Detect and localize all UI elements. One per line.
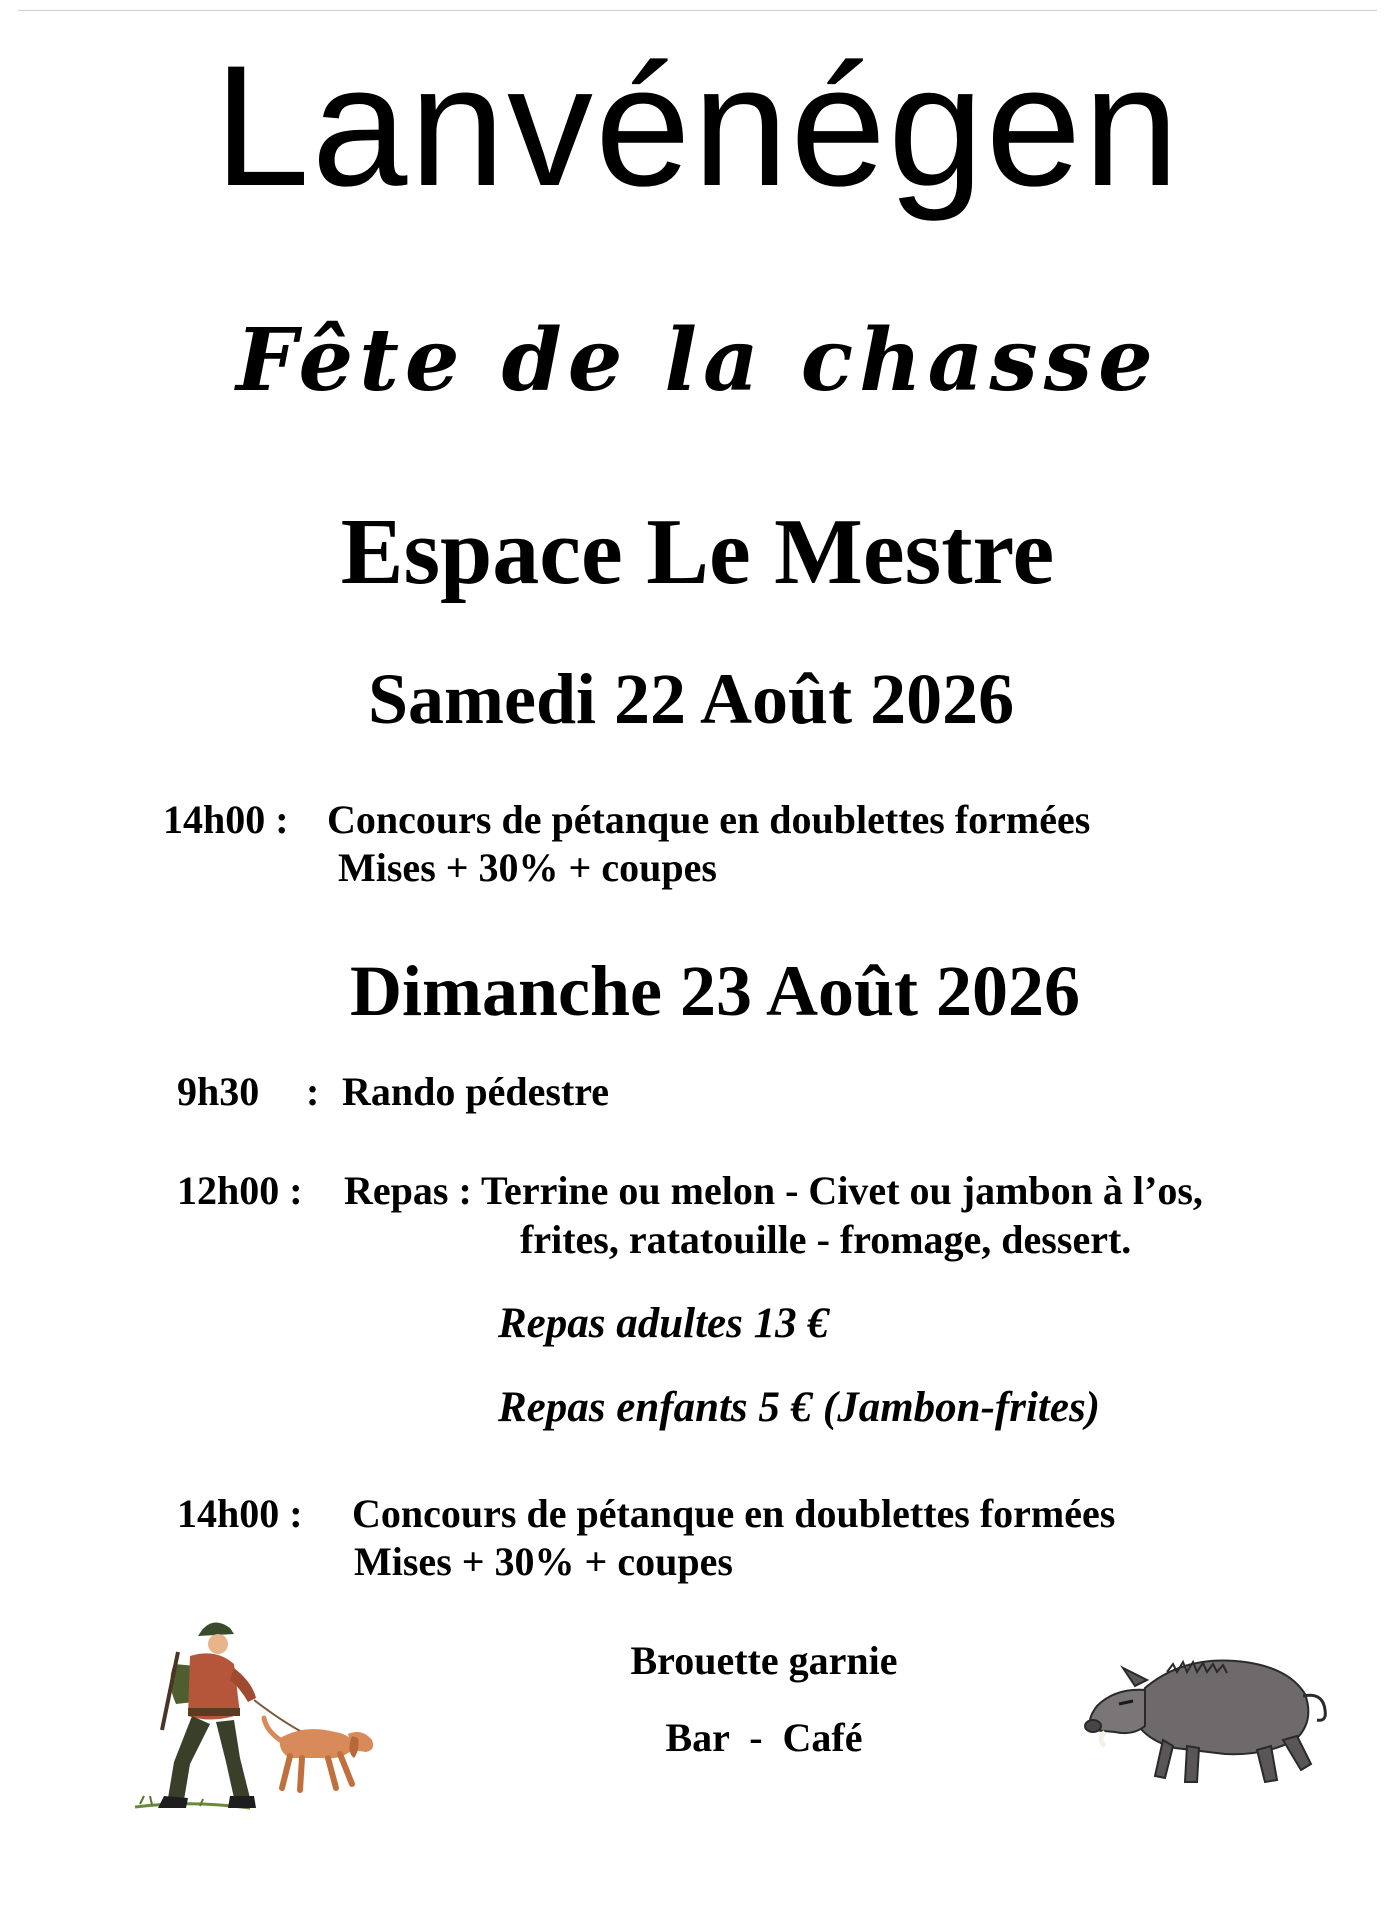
price-children: Repas enfants 5 € (Jambon-frites) <box>498 1384 1100 1431</box>
price-adults: Repas adultes 13 € <box>498 1300 829 1347</box>
sunday-petanque-line1: Concours de pétanque en doublettes formées <box>352 1491 1116 1536</box>
saturday-heading: Samedi 22 Août 2026 <box>368 659 1015 739</box>
wild-boar-icon <box>1075 1636 1335 1796</box>
sunday-heading: Dimanche 23 Août 2026 <box>350 951 1081 1031</box>
saturday-event-line2: Mises + 30% + coupes <box>338 845 717 890</box>
rando-text: Rando pédestre <box>342 1069 610 1114</box>
hunter-with-dog-icon <box>130 1612 380 1817</box>
rando-separator: : <box>306 1069 320 1114</box>
venue-name: Espace Le Mestre <box>340 500 1055 604</box>
repas-time: 12h00 : <box>177 1168 303 1213</box>
rando-time: 9h30 <box>177 1069 260 1114</box>
repas-menu-line1: Repas : Terrine ou melon - Civet ou jambon à l’os, <box>344 1168 1203 1213</box>
sunday-petanque-line2: Mises + 30% + coupes <box>354 1539 733 1584</box>
extra-brouette: Brouette garnie <box>630 1638 898 1683</box>
top-border-line <box>18 10 1377 11</box>
sunday-petanque-time: 14h00 : <box>177 1491 303 1536</box>
saturday-time: 14h00 : <box>163 797 289 842</box>
saturday-event-line1: Concours de pétanque en doublettes formées <box>327 797 1091 842</box>
town-title: Lanvénégen <box>214 30 1181 222</box>
repas-menu-line2: frites, ratatouille - fromage, dessert. <box>520 1217 1132 1262</box>
extra-bar-cafe: Bar - Café <box>665 1715 863 1760</box>
event-title: Fête de la chasse <box>236 310 1159 411</box>
